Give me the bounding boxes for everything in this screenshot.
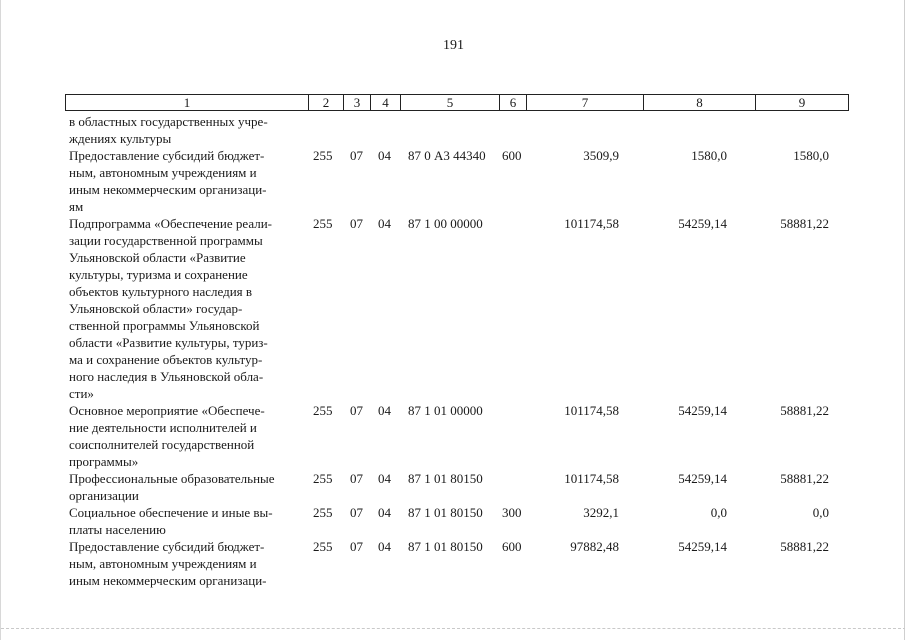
row-sum-col9: 58881,22 — [780, 216, 829, 231]
page-number: 191 — [443, 38, 464, 53]
row-sum-col8: 54259,14 — [678, 216, 727, 231]
table-row — [69, 215, 869, 402]
table-row — [69, 538, 869, 589]
row-sum-col7: 3509,9 — [583, 148, 619, 163]
header-col-6: 6 — [500, 95, 527, 110]
row-expense-type: 600 — [502, 539, 522, 554]
row-target-code: 87 1 00 00000 — [408, 216, 483, 231]
row-sum-col8: 54259,14 — [678, 539, 727, 554]
row-grbs: 255 — [313, 148, 333, 163]
row-grbs: 255 — [313, 471, 333, 486]
header-col-1: 1 — [66, 95, 309, 110]
row-subsection: 04 — [378, 148, 391, 163]
row-sum-col9: 58881,22 — [780, 403, 829, 418]
table-body — [69, 113, 869, 589]
row-description: Подпрограмма «Обеспечение реали- зации государственной программы Ульяновской области «Развитие культуры, туризма и сохранение объектов культурного наследия в Ульяновской области» государ- ственной программы Ульяновской области «Развитие культуры, туриз- ма и сохранение объектов культур- ного наследия в Ульяновской обла- сти» — [69, 216, 272, 401]
header-col-7: 7 — [527, 95, 644, 110]
row-sum-col8: 54259,14 — [678, 403, 727, 418]
row-subsection: 04 — [378, 539, 391, 554]
row-sum-col8: 0,0 — [710, 505, 727, 520]
row-description: Профессиональные образовательные организации — [69, 471, 275, 503]
row-sum-col8: 54259,14 — [678, 471, 727, 486]
row-grbs: 255 — [313, 539, 333, 554]
row-sum-col7: 3292,1 — [583, 505, 619, 520]
table-row — [69, 402, 869, 470]
row-sum-col7: 97882,48 — [570, 539, 619, 554]
row-section: 07 — [350, 148, 363, 163]
row-sum-col9: 58881,22 — [780, 539, 829, 554]
scan-edge-line — [1, 628, 905, 629]
row-section: 07 — [350, 471, 363, 486]
row-section: 07 — [350, 505, 363, 520]
table-row — [69, 147, 869, 215]
header-col-4: 4 — [371, 95, 401, 110]
row-grbs: 255 — [313, 403, 333, 418]
row-subsection: 04 — [378, 216, 391, 231]
row-description: Основное мероприятие «Обеспече- ние деятельности исполнителей и соисполнителей государственной программы» — [69, 403, 265, 469]
table-row — [69, 113, 869, 147]
row-description: в областных государственных учре- ждениях культуры — [69, 114, 268, 146]
row-sum-col7: 101174,58 — [564, 216, 619, 231]
row-subsection: 04 — [378, 471, 391, 486]
table-row — [69, 504, 869, 538]
row-expense-type: 300 — [502, 505, 522, 520]
row-subsection: 04 — [378, 505, 391, 520]
row-target-code: 87 1 01 80150 — [408, 539, 483, 554]
row-sum-col9: 0,0 — [812, 505, 829, 520]
row-sum-col8: 1580,0 — [691, 148, 727, 163]
row-description: Предоставление субсидий бюджет- ным, автономным учреждениям и иным некоммерческим организаци- — [69, 539, 267, 588]
header-col-5: 5 — [401, 95, 500, 110]
header-col-2: 2 — [309, 95, 344, 110]
row-sum-col9: 1580,0 — [793, 148, 829, 163]
header-col-9: 9 — [798, 95, 806, 110]
row-description: Предоставление субсидий бюджет- ным, автономным учреждениям и иным некоммерческим организаци- ям — [69, 148, 267, 214]
row-section: 07 — [350, 539, 363, 554]
row-description: Социальное обеспечение и иные вы- платы населению — [69, 505, 273, 537]
table-row — [69, 470, 869, 504]
row-sum-col7: 101174,58 — [564, 403, 619, 418]
row-grbs: 255 — [313, 505, 333, 520]
row-grbs: 255 — [313, 216, 333, 231]
row-target-code: 87 1 01 80150 — [408, 505, 483, 520]
row-sum-col7: 101174,58 — [564, 471, 619, 486]
row-section: 07 — [350, 216, 363, 231]
table-header-row — [65, 94, 849, 111]
header-col-3: 3 — [344, 95, 371, 110]
row-target-code: 87 1 01 80150 — [408, 471, 483, 486]
row-target-code: 87 1 01 00000 — [408, 403, 483, 418]
row-expense-type: 600 — [502, 148, 522, 163]
header-col-8: 8 — [644, 95, 756, 110]
row-target-code: 87 0 А3 44340 — [408, 148, 486, 163]
row-section: 07 — [350, 403, 363, 418]
row-subsection: 04 — [378, 403, 391, 418]
row-sum-col9: 58881,22 — [780, 471, 829, 486]
